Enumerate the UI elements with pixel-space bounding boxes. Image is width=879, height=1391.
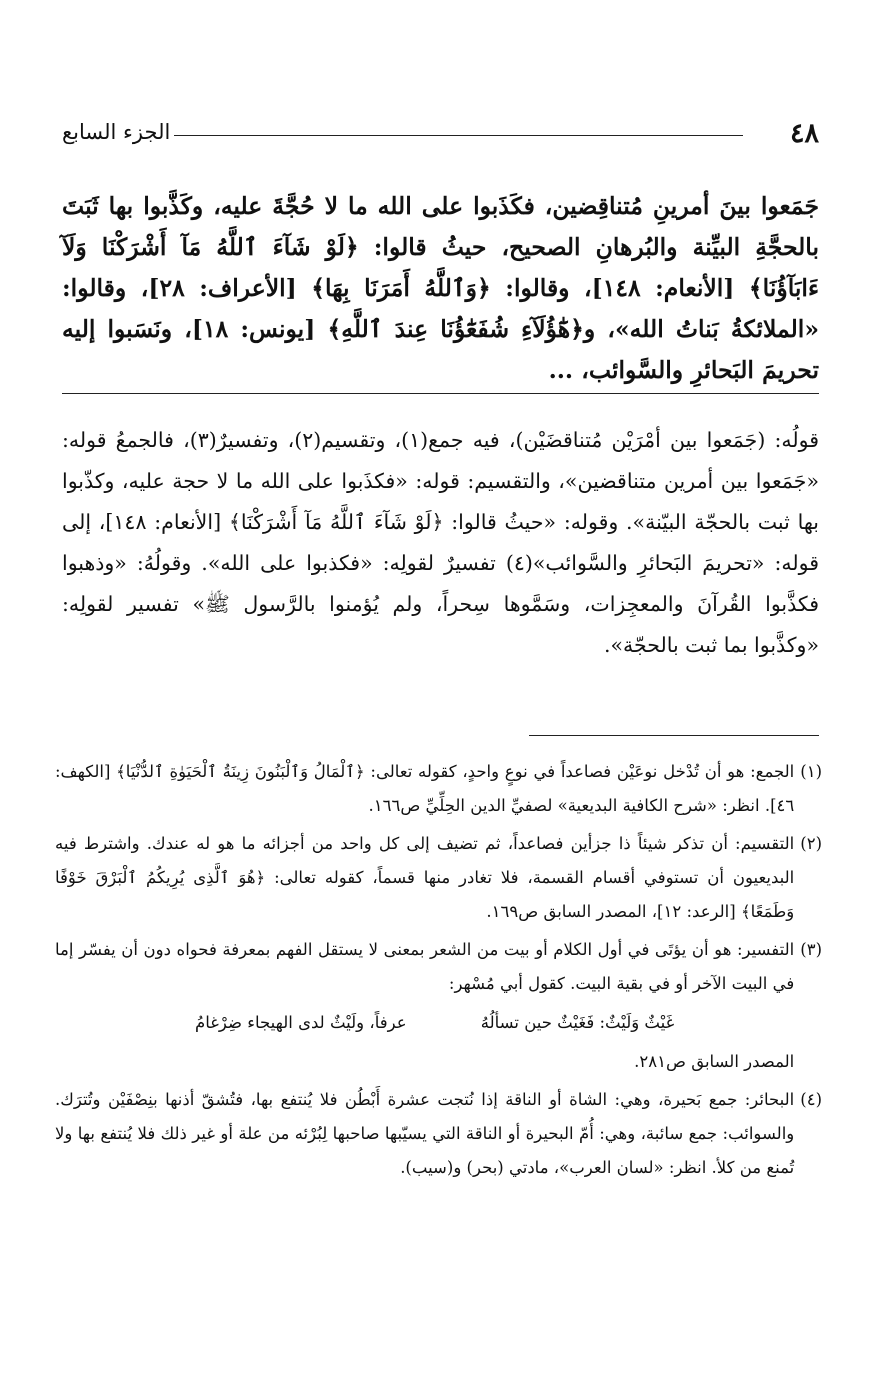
- main-text-divider: [62, 393, 819, 394]
- footnote-source: المصدر السابق ص٢٨١.: [634, 1052, 795, 1071]
- footnote-text: الجمع: هو أن تُدْخل نوعَيْن فصاعداً في نوعٍ واحدٍ، كقوله تعالى: ﴿ٱلْمَالُ وَٱلْبَنُونَ زِينَةُ ٱلْحَيَوٰةِ ٱلدُّنْيَا﴾ [الكهف: ٤٦]. انظر: «شرح الكافية البديعية» لصفيِّ الدين الحِلِّيِّ ص١٦٦.: [55, 762, 795, 815]
- footnote-number: (٢): [800, 834, 822, 853]
- footnote-number: (٣): [800, 940, 822, 959]
- footnotes: [55, 755, 822, 1189]
- main-text: [62, 186, 819, 391]
- footnote-text: التفسير: هو أن يؤتَى في أول الكلام أو بيت من الشعر بمعنى لا يستقل الفهم بمعرفة فحواه دون أن يفسّر إما في البيت الآخر أو في بقية البيت. كقول أبي مُسْهر:: [55, 940, 795, 993]
- footnote-1: [55, 755, 822, 823]
- poetry-verse: [55, 1001, 794, 1045]
- footnote-number: (١): [800, 762, 822, 781]
- running-title: الجزء السابع: [62, 120, 171, 144]
- header-rule: [174, 135, 743, 136]
- page-header: [62, 118, 819, 158]
- footnote-divider: [529, 735, 819, 736]
- footnote-text: التقسيم: أن تذكر شيئاً ذا جزأين فصاعداً، ثم تضيف إلى كل واحد من أجزائه ما هو له عندك. واشترط فيه البديعيون أن تستوفي أقسام القسمة، فلا تغادر منها قسماً، كقوله تعالى: ﴿هُوَ ٱلَّذِى يُرِيكُمُ ٱلْبَرْقَ خَوْفًا وَطَمَعًا﴾ [الرعد: ١٢]، المصدر السابق ص١٦٩.: [55, 834, 795, 921]
- verse-second-hemistich: عرفاً، ولَيْثٌ لدى الهيجاء ضِرْغامُ: [195, 1013, 407, 1032]
- footnote-text: البحائر: جمع بَحيرة، وهي: الشاة أو الناقة إذا نُتجت عشرة أَبْطُن فلا يُنتفع بها، فتُشقّ أذنها بنِصْفَيْن وتُترَك. والسوائب: جمع سائبة، وهي: أُمّ البحيرة أو الناقة التي يسيّبها صاحبها لِبُرْئه من علة أو غير ذلك فلا يُنتفع بها ولا تُمنع من كلأ. انظر: «لسان العرب»، مادتي (بحر) و(سيب).: [55, 1090, 795, 1177]
- commentary-paragraph: قولُه: (جَمَعوا بين أمْرَيْن مُتناقضَيْن)، فيه جمع(١)، وتقسيم(٢)، وتفسيرٌ(٣)، فالجمعُ قوله: «جَمَعوا بين أمرين متناقضين»، والتقسيم: قوله: «فكذَبوا على الله ما لا حجة عليه، وكذّبوا بها ثبت بالحجّة البيّنة». وقوله: «حيثُ قالوا: ﴿لَوْ شَآءَ ٱللَّهُ مَآ أَشْرَكْنَا﴾ [الأنعام: ١٤٨]، إلى قوله: «تحريمَ البَحائرِ والسَّوائب»(٤) تفسيرٌ لقولِه: «فكذبوا على الله». وقولُهُ: «وذهبوا فكذَّبوا القُرآنَ والمعجِزات، وسَمَّوها سِحراً، ولم يُؤمنوا بالرَّسول ﷺ» تفسير لقولِه: «وكذَّبوا بما ثبت بالحجّة».: [62, 428, 819, 657]
- verse-first-hemistich: غَيْثٌ وَلَيْثٌ: فَغَيْثٌ حين تسألُهُ: [480, 1013, 675, 1032]
- page-number: ٤٨: [789, 118, 819, 149]
- footnote-number: (٤): [800, 1090, 822, 1109]
- footnote-4: [55, 1083, 822, 1185]
- footnote-2: [55, 827, 822, 929]
- footnote-3: [55, 933, 822, 1079]
- commentary: [62, 420, 819, 666]
- main-paragraph: جَمَعوا بينَ أمرينِ مُتناقِضين، فكَذَبوا على الله ما لا حُجَّةَ عليه، وكَذَّبوا بها ثَبَتَ بالحجَّةِ البيِّنة والبُرهانِ الصحيح، حيثُ قالوا: ﴿لَوْ شَآءَ ٱللَّهُ مَآ أَشْرَكْنَا وَلَآ ءَابَآؤُنَا﴾ [الأنعام: ١٤٨]، وقالوا: ﴿وَٱللَّهُ أَمَرَنَا بِهَا﴾ [الأعراف: ٢٨]، وقالوا: «الملائكةُ بَناتُ الله»، و﴿هَٰٓؤُلَآءِ شُفَعَٰٓؤُنَا عِندَ ٱللَّهِ﴾ [يونس: ١٨]، ونَسَبوا إليه تحريمَ البَحائرِ والسَّوائب، ...: [62, 192, 820, 384]
